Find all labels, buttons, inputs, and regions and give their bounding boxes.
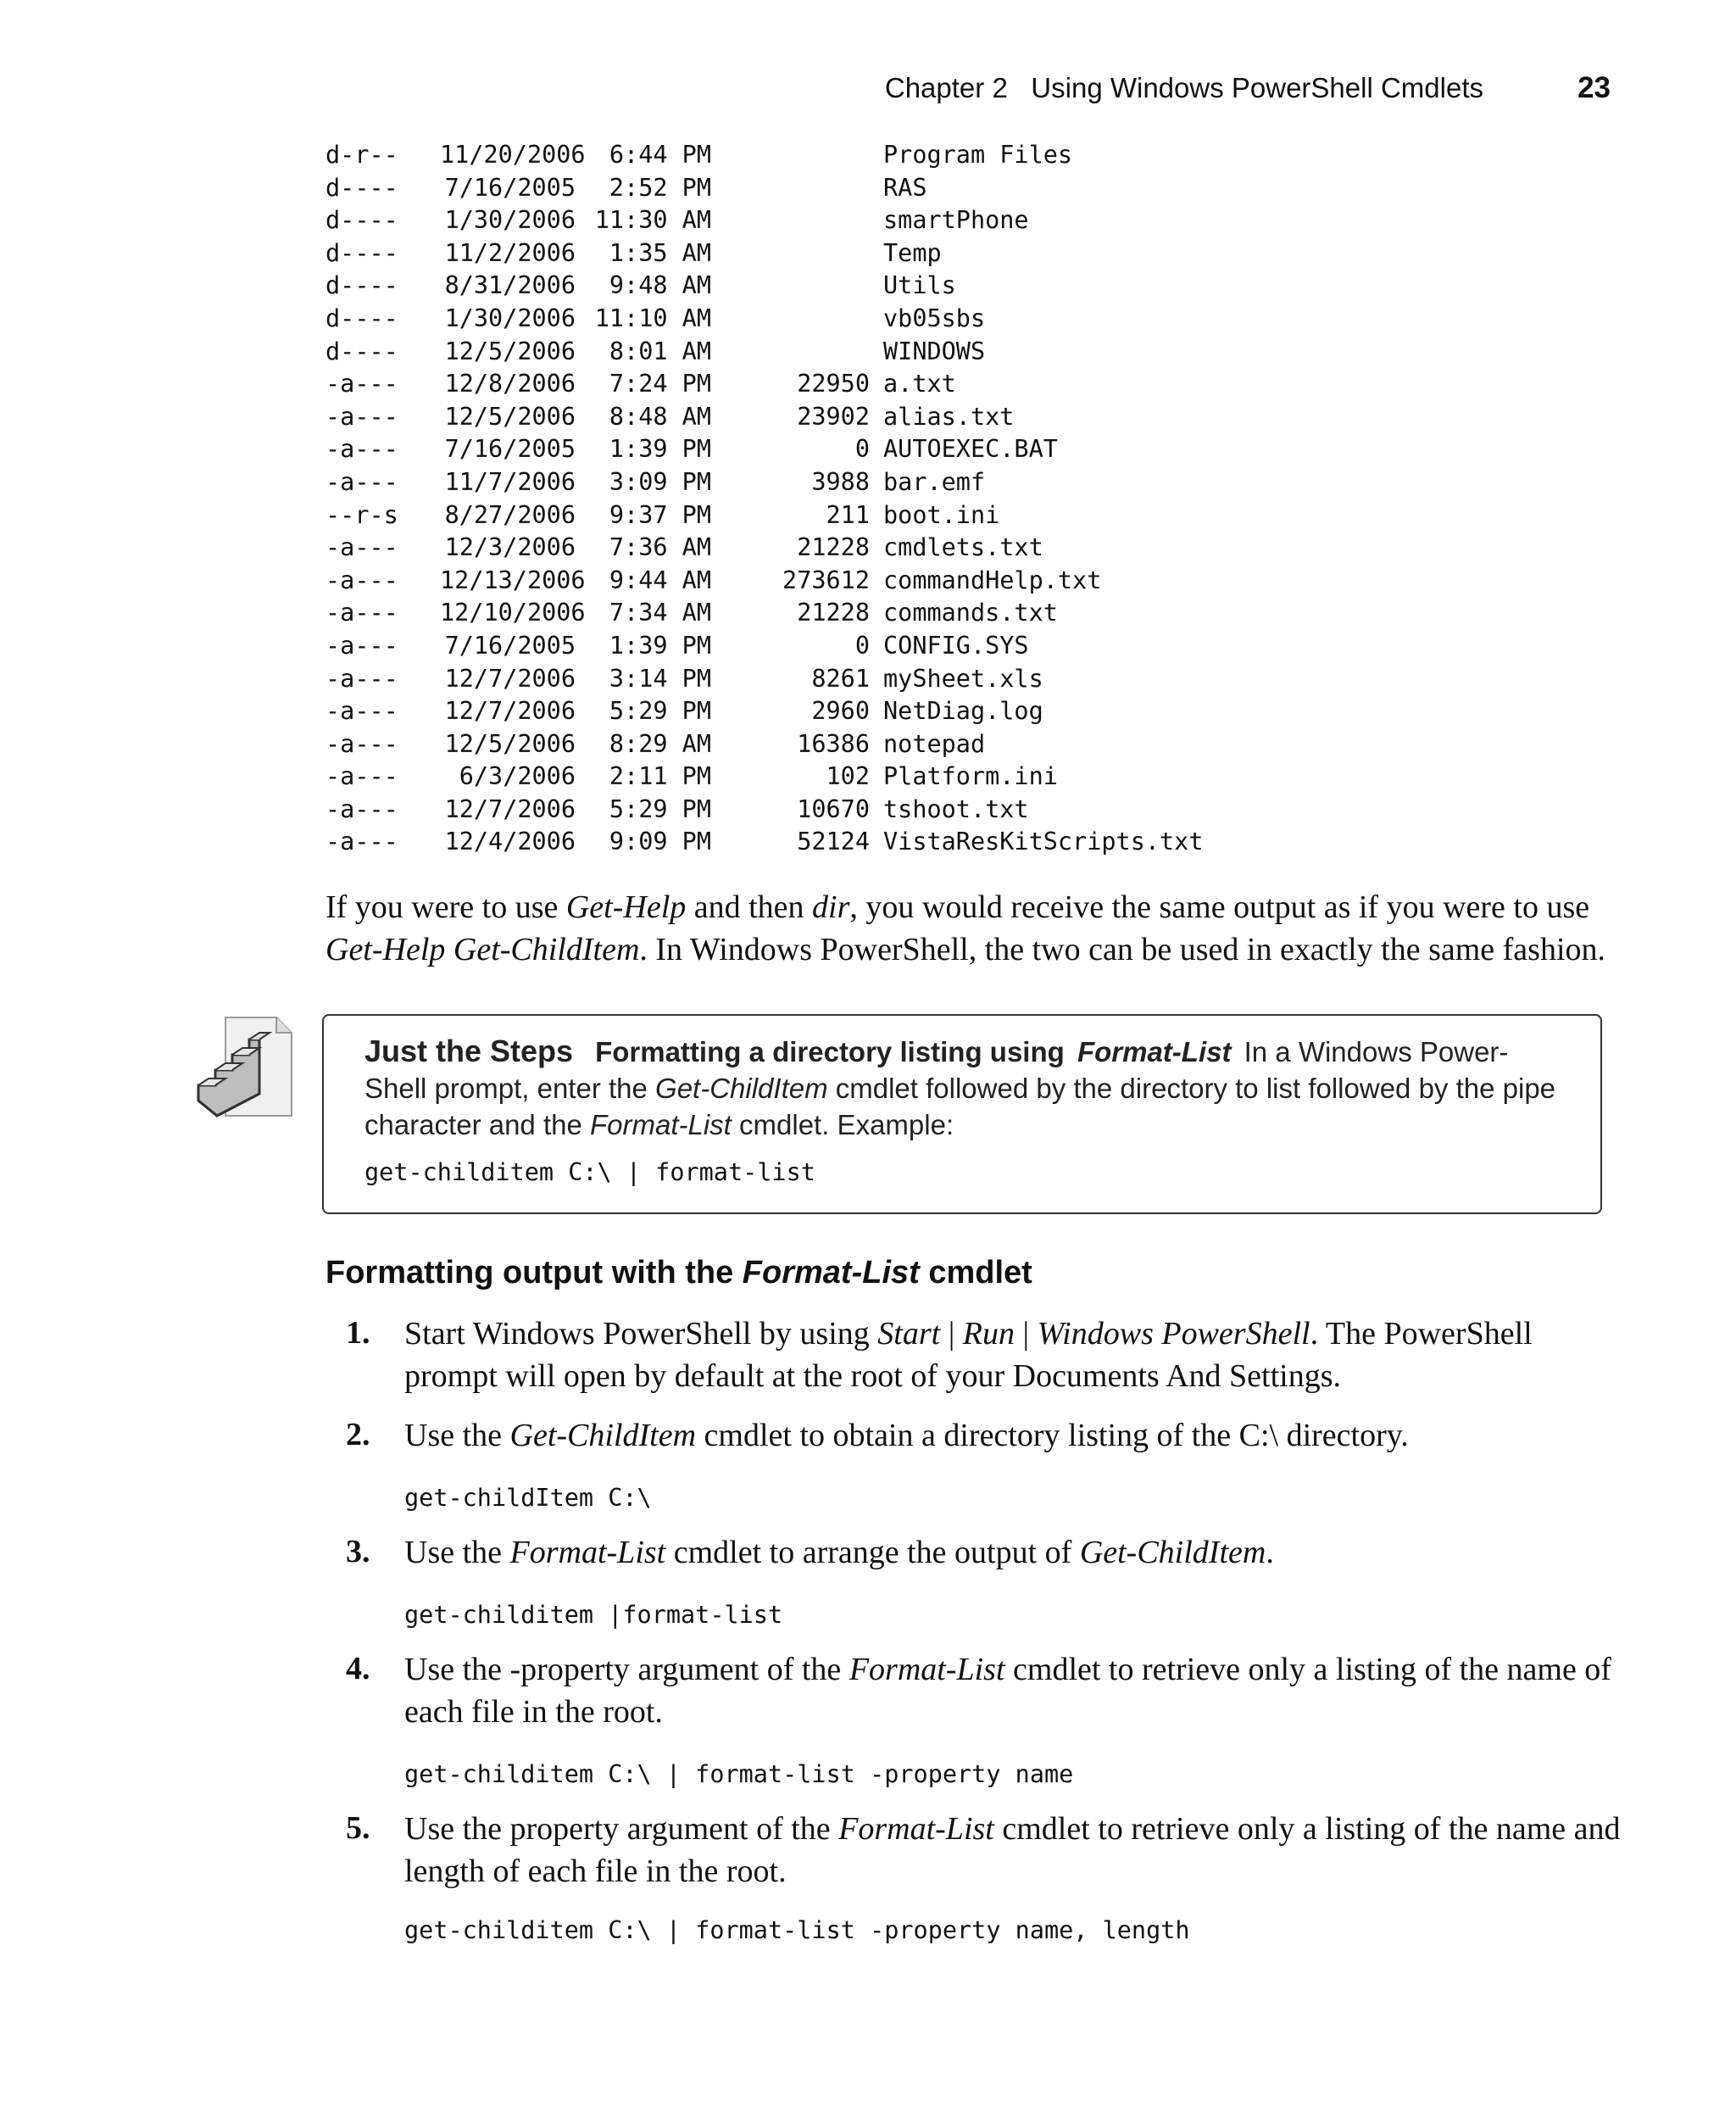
- listing-mode: d----: [326, 173, 398, 202]
- listing-mode: -a---: [326, 762, 398, 791]
- listing-name: alias.txt: [883, 402, 1015, 431]
- listing-name: a.txt: [883, 370, 956, 399]
- listing-time: 7:34 AM: [609, 599, 711, 627]
- listing-time: 8:48 AM: [609, 402, 711, 431]
- listing-date: 11/7/2006: [444, 467, 576, 496]
- listing-length: 3988: [811, 467, 870, 496]
- listing-row: [326, 172, 1204, 205]
- listing-row: [326, 368, 1204, 401]
- listing-row: [326, 728, 1204, 761]
- listing-name: bar.emf: [883, 467, 986, 496]
- listing-length: [711, 336, 870, 369]
- listing-mode: d----: [326, 337, 398, 365]
- listing-row: [326, 532, 1204, 565]
- listing-length: 102: [826, 762, 870, 791]
- listing-mode: -a---: [326, 402, 398, 431]
- listing-row: [326, 336, 1204, 369]
- listing-mode: -a---: [326, 794, 398, 823]
- listing-mode: d----: [326, 206, 398, 235]
- listing-row: [326, 695, 1204, 728]
- steps-code-example: get-childitem C:\ | format-list: [364, 1158, 815, 1186]
- listing-row: [326, 303, 1204, 336]
- listing-date: 12/8/2006: [444, 370, 576, 399]
- listing-length: 21228: [797, 599, 870, 627]
- listing-date: 12/3/2006: [444, 533, 576, 562]
- listing-time: 5:29 PM: [609, 697, 711, 726]
- listing-length: 10670: [797, 794, 870, 823]
- listing-row: [326, 826, 1204, 859]
- listing-time: 2:52 PM: [609, 173, 711, 202]
- listing-date: 7/16/2005: [444, 435, 576, 464]
- listing-name: tshoot.txt: [883, 794, 1029, 823]
- listing-time: 1:39 PM: [609, 435, 711, 464]
- listing-date: 12/7/2006: [444, 697, 576, 726]
- listing-mode: --r-s: [326, 500, 398, 529]
- listing-length: [711, 204, 870, 237]
- listing-time: 5:29 PM: [609, 794, 711, 823]
- code-line: get-childitem C:\ | format-list -property name: [404, 1760, 1074, 1788]
- listing-row: [326, 270, 1204, 303]
- listing-name: Platform.ini: [883, 762, 1058, 791]
- listing-name: Temp: [883, 238, 942, 267]
- code-line: get-childitem |format-list: [404, 1601, 783, 1629]
- listing-row: [326, 565, 1204, 598]
- step-number: 5.: [346, 1810, 370, 1846]
- listing-time: 8:29 AM: [609, 729, 711, 758]
- listing-time: 9:48 AM: [609, 271, 711, 300]
- listing-name: mySheet.xls: [883, 664, 1043, 693]
- step-text: Use the property argument of the Format-List cmdlet to retrieve only a listing of the name and length of each file in the root.: [404, 1811, 1621, 1889]
- listing-time: 7:24 PM: [609, 370, 711, 399]
- listing-mode: d-r--: [326, 141, 398, 169]
- listing-name: RAS: [883, 173, 927, 202]
- listing-name: cmdlets.txt: [883, 533, 1043, 562]
- listing-name: boot.ini: [883, 500, 1000, 529]
- listing-time: 9:09 PM: [609, 828, 711, 856]
- listing-time: 1:35 AM: [609, 238, 711, 267]
- step-number: 1.: [346, 1315, 370, 1351]
- listing-length: 23902: [797, 402, 870, 431]
- listing-mode: -a---: [326, 729, 398, 758]
- listing-length: [711, 270, 870, 303]
- chapter-title: Chapter 2 Using Windows PowerShell Cmdlets: [884, 72, 1483, 103]
- listing-row: [326, 401, 1204, 434]
- listing-date: 12/5/2006: [444, 402, 576, 431]
- listing-row: [326, 433, 1204, 466]
- directory-listing: [326, 139, 1204, 859]
- listing-date: 7/16/2005: [444, 631, 576, 660]
- page-header: [873, 68, 1611, 109]
- step-number: 3.: [346, 1534, 370, 1569]
- listing-length: 52124: [797, 828, 870, 856]
- code-line: get-childItem C:\: [404, 1484, 652, 1512]
- listing-mode: -a---: [326, 664, 398, 693]
- just-the-steps-box: [322, 1014, 1602, 1214]
- listing-row: [326, 663, 1204, 696]
- listing-row: [326, 139, 1204, 172]
- step-text: Start Windows PowerShell by using Start | Run | Windows PowerShell. The PowerShell prompt will open by default at the root of your Documents And Settings.: [404, 1316, 1533, 1394]
- listing-date: 6/3/2006: [459, 762, 576, 791]
- listing-date: 12/4/2006: [444, 828, 576, 856]
- listing-mode: d----: [326, 271, 398, 300]
- listing-name: notepad: [883, 729, 986, 758]
- listing-time: 9:44 AM: [609, 566, 711, 594]
- listing-name: VistaResKitScripts.txt: [883, 828, 1204, 856]
- listing-time: 11:10 AM: [594, 304, 711, 332]
- page-number: 23: [1577, 71, 1611, 104]
- listing-name: NetDiag.log: [883, 697, 1043, 726]
- listing-date: 7/16/2005: [444, 173, 576, 202]
- listing-mode: -a---: [326, 697, 398, 726]
- listing-date: 12/7/2006: [444, 664, 576, 693]
- listing-row: [326, 794, 1204, 827]
- listing-length: 0: [854, 435, 870, 464]
- listing-name: AUTOEXEC.BAT: [883, 435, 1058, 464]
- listing-time: 11:30 AM: [594, 206, 711, 235]
- listing-length: [711, 303, 870, 336]
- listing-name: CONFIG.SYS: [883, 631, 1029, 660]
- listing-time: 1:39 PM: [609, 631, 711, 660]
- listing-mode: -a---: [326, 599, 398, 627]
- listing-row: [326, 237, 1204, 270]
- listing-row: [326, 630, 1204, 663]
- listing-length: 2960: [811, 697, 870, 726]
- listing-row: [326, 761, 1204, 794]
- listing-mode: -a---: [326, 566, 398, 594]
- step-number: 4.: [346, 1651, 370, 1686]
- listing-time: 3:14 PM: [609, 664, 711, 693]
- listing-name: WINDOWS: [883, 337, 986, 365]
- step-text: Use the Format-List cmdlet to arrange the output of Get-ChildItem.: [404, 1535, 1274, 1570]
- steps-text: Just the Steps Formatting a directory listing using Format-List In a Windows Power-Shell prompt, enter the Get-ChildItem cmdlet followed by the directory to list followed by the pipe character and the Format-List cmdlet. Example:: [364, 1034, 1556, 1140]
- listing-name: commands.txt: [883, 599, 1058, 627]
- listing-date: 8/27/2006: [444, 500, 576, 529]
- listing-length: [711, 172, 870, 205]
- listing-name: Program Files: [883, 141, 1073, 169]
- listing-time: 8:01 AM: [609, 337, 711, 365]
- listing-length: 0: [854, 631, 870, 660]
- step-number: 2.: [346, 1417, 370, 1452]
- listing-length: 22950: [797, 370, 870, 399]
- listing-length: [711, 139, 870, 172]
- step-text: Use the Get-ChildItem cmdlet to obtain a directory listing of the C:\ directory.: [404, 1418, 1409, 1453]
- step-text: Use the -property argument of the Format-List cmdlet to retrieve only a listing of the name of each file in the root.: [404, 1652, 1611, 1730]
- listing-time: 2:11 PM: [609, 762, 711, 791]
- listing-date: 12/10/2006: [440, 599, 586, 627]
- listing-length: 211: [826, 500, 870, 529]
- code-line: get-childitem C:\ | format-list -property name, length: [404, 1916, 1190, 1944]
- section-heading: Formatting output with the Format-List cmdlet: [326, 1255, 1032, 1290]
- listing-length: [711, 237, 870, 270]
- listing-length: 8261: [811, 664, 870, 693]
- listing-date: 11/2/2006: [444, 238, 576, 267]
- listing-time: 3:09 PM: [609, 467, 711, 496]
- listing-date: 1/30/2006: [444, 206, 576, 235]
- listing-row: [326, 499, 1204, 532]
- paragraph-get-help: If you were to use Get-Help and then dir, you would receive the same output as if you were to use Get-Help Get-ChildItem. In Windows PowerShell, the two can be used in exactly the same fashion.: [326, 889, 1606, 967]
- listing-date: 12/13/2006: [440, 566, 586, 594]
- listing-date: 12/5/2006: [444, 729, 576, 758]
- listing-length: 273612: [782, 566, 870, 594]
- listing-mode: -a---: [326, 435, 398, 464]
- listing-time: 7:36 AM: [609, 533, 711, 562]
- listing-name: smartPhone: [883, 206, 1029, 235]
- listing-date: 11/20/2006: [440, 141, 586, 169]
- listing-length: 21228: [797, 533, 870, 562]
- listing-date: 1/30/2006: [444, 304, 576, 332]
- listing-time: 9:37 PM: [609, 500, 711, 529]
- listing-date: 12/7/2006: [444, 794, 576, 823]
- listing-name: vb05sbs: [883, 304, 986, 332]
- listing-date: 12/5/2006: [444, 337, 576, 365]
- steps-icon: [192, 1016, 293, 1118]
- listing-mode: -a---: [326, 631, 398, 660]
- listing-name: Utils: [883, 271, 956, 300]
- listing-date: 8/31/2006: [444, 271, 576, 300]
- listing-mode: -a---: [326, 370, 398, 399]
- listing-row: [326, 466, 1204, 499]
- listing-mode: -a---: [326, 533, 398, 562]
- listing-mode: -a---: [326, 467, 398, 496]
- steps-label: Just the Steps: [364, 1034, 574, 1068]
- listing-length: 16386: [797, 729, 870, 758]
- listing-mode: d----: [326, 304, 398, 332]
- listing-mode: d----: [326, 238, 398, 267]
- listing-time: 6:44 PM: [609, 141, 711, 169]
- listing-name: commandHelp.txt: [883, 566, 1102, 594]
- listing-row: [326, 204, 1204, 237]
- listing-mode: -a---: [326, 828, 398, 856]
- listing-row: [326, 597, 1204, 630]
